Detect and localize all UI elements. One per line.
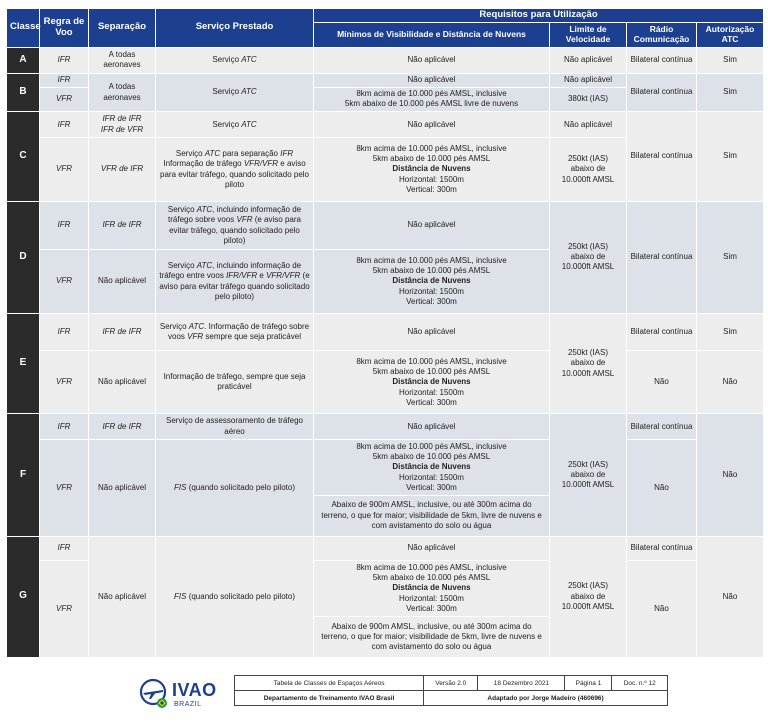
header-classe: Classe (7, 9, 40, 48)
minimums-low: Abaixo de 900m AMSL, inclusive, ou até 300m acima do terreno, o que for maior; visibilidade de 5km, livre de nuvens e com avistamento do solo ou água (314, 617, 550, 658)
service-text: ATC (204, 149, 221, 159)
minimums: Não aplicável (314, 201, 550, 250)
vmc-line: 5km abaixo de 10.000 pés AMSL (372, 154, 491, 164)
service: Informação de tráfego, sempre que seja praticável (156, 351, 314, 414)
speed-limit: Não aplicável (550, 74, 627, 87)
flight-rule: IFR (40, 414, 89, 439)
service-text: VFR/VFR (243, 159, 279, 169)
class-label: B (7, 74, 40, 112)
separation: A todas aeronaves (89, 47, 156, 73)
service-text: VFR (187, 331, 204, 341)
service-text: . Informação de tráfego sobre voos (168, 321, 310, 341)
vmc-line: 8km acima de 10.000 pés AMSL, inclusive (356, 356, 507, 366)
service: Serviço ATC (156, 74, 314, 112)
atc-clearance: Não (697, 414, 764, 536)
minimums (314, 250, 550, 313)
radio: Bilateral contínua (627, 201, 697, 313)
vmc-line (317, 583, 546, 593)
class-label: A (7, 47, 40, 73)
table-row (7, 414, 764, 439)
doc-number: Doc. n.º 12 (612, 676, 668, 691)
speed-line: abaixo de (570, 164, 606, 174)
separation: Não aplicável (89, 439, 156, 536)
flight-rule: IFR (40, 201, 89, 250)
speed-limit: 380kt (IAS) (550, 87, 627, 111)
minimums (314, 87, 550, 111)
service: Serviço de assessoramento de tráfego aéreo (156, 414, 314, 439)
service (156, 138, 314, 201)
separation-line: IFR de IFR (102, 114, 142, 124)
header-limite-velocidade: Limite de Velocidade (550, 23, 627, 47)
speed-line: 10.000ft AMSL (561, 174, 615, 184)
speed-limit (550, 313, 627, 414)
separation: VFR de IFR (89, 138, 156, 201)
service-text: e (257, 271, 267, 281)
flight-rule: VFR (40, 87, 89, 111)
speed-limit (550, 138, 627, 201)
minimums: Não aplicável (314, 313, 550, 351)
speed-line: abaixo de (570, 251, 606, 261)
service-text: e aviso para evitar tráfego, quando solicitado pelo piloto (160, 159, 309, 189)
vmc-line (317, 462, 546, 472)
class-label: E (7, 313, 40, 414)
speed-line: abaixo de (570, 591, 606, 601)
service-text: IFR/VFR (226, 271, 258, 281)
service-text: (quando solicitado pelo piloto) (186, 591, 295, 601)
atc-clearance: Sim (697, 201, 764, 313)
doc-author: Adaptado por Jorge Madeiro (460696) (424, 691, 668, 706)
vmc-heading: Distância de Nuvens (392, 377, 471, 387)
flight-rule: IFR (40, 47, 89, 73)
atc-clearance: Sim (697, 111, 764, 201)
radio: Bilateral contínua (627, 74, 697, 112)
vmc-line: Vertical: 300m (406, 482, 457, 492)
service-text: Serviço (167, 205, 197, 215)
speed-line: 250kt (IAS) (567, 348, 608, 358)
minimums (314, 439, 550, 495)
table-row (7, 351, 764, 414)
vmc-line: 8km acima de 10.000 pés AMSL, inclusive (356, 89, 507, 99)
class-label: D (7, 201, 40, 313)
service-text: Serviço (167, 261, 197, 271)
separation: Não aplicável (89, 250, 156, 313)
flight-rule: VFR (40, 138, 89, 201)
speed-limit (550, 536, 627, 657)
service-text: (e aviso para evitar tráfego quando solicitado pelo piloto) (159, 271, 310, 301)
service-text: para separação (220, 149, 281, 159)
atc-clearance: Sim (697, 47, 764, 73)
service-text: IFR (280, 149, 294, 159)
doc-version: Versão 2.0 (424, 676, 478, 691)
speed-line: 250kt (IAS) (567, 154, 608, 164)
header-separacao: Separação (89, 9, 156, 48)
brand-name: IVAO (172, 680, 217, 700)
minimums-low: Abaixo de 900m AMSL, inclusive, ou até 300m acima do terreno, o que for maior; visibilidade de 5km, livre de nuvens e com avistamento do solo ou água (314, 495, 550, 536)
class-label: C (7, 111, 40, 201)
vmc-heading: Distância de Nuvens (392, 164, 471, 174)
atc-clearance: Não (697, 536, 764, 657)
service-text: Serviço (175, 149, 205, 159)
speed-line: 250kt (IAS) (567, 459, 608, 469)
vmc-line: Horizontal: 1500m (399, 174, 464, 184)
separation: IFR de IFR (89, 201, 156, 250)
ivao-logo (138, 677, 238, 711)
speed-line: abaixo de (570, 469, 606, 479)
service: Serviço ATC (156, 47, 314, 73)
brand-country: BRAZIL (174, 701, 202, 708)
flight-rule: IFR (40, 313, 89, 351)
minimums (314, 561, 550, 617)
atc-clearance: Não (697, 351, 764, 414)
atc-clearance: Sim (697, 74, 764, 112)
vmc-line: Horizontal: 1500m (399, 387, 464, 397)
header-autorizacao-atc: Autorização ATC (697, 23, 764, 47)
minimums (314, 351, 550, 414)
speed-line: abaixo de (570, 358, 606, 368)
vmc-line: 8km acima de 10.000 pés AMSL, inclusive (356, 563, 507, 573)
vmc-line: Vertical: 300m (406, 397, 457, 407)
table-row (7, 536, 764, 560)
airspace-classes-table (6, 8, 764, 658)
speed-line: 250kt (IAS) (567, 241, 608, 251)
vmc-line: Horizontal: 1500m (399, 472, 464, 482)
speed-line: 10.000ft AMSL (561, 480, 615, 490)
minimums (314, 138, 550, 201)
service-text: , incluindo informação de tráfego sobre voos (168, 205, 302, 225)
vmc-line: 8km acima de 10.000 pés AMSL, inclusive (356, 143, 507, 153)
vmc-line (317, 377, 546, 387)
vmc-line (317, 276, 546, 286)
speed-line: 10.000ft AMSL (561, 262, 615, 272)
table-row (7, 201, 764, 250)
separation: IFR de IFR (89, 414, 156, 439)
table-row (7, 439, 764, 495)
vmc-line: 5km abaixo de 10.000 pés AMSL (372, 367, 491, 377)
doc-date: 18 Dezembro 2021 (478, 676, 565, 691)
vmc-line: 5km abaixo de 10.000 pés AMSL livre de nuvens (344, 99, 519, 109)
flight-rule: VFR (40, 439, 89, 536)
vmc-line (317, 164, 546, 174)
flight-rule: VFR (40, 561, 89, 658)
vmc-line: 5km abaixo de 10.000 pés AMSL (372, 266, 491, 276)
vmc-line: Horizontal: 1500m (399, 286, 464, 296)
speed-limit (550, 201, 627, 313)
minimums: Não aplicável (314, 536, 550, 560)
flight-rule: IFR (40, 536, 89, 560)
vmc-line: Vertical: 300m (406, 603, 457, 613)
service-text: FIS (174, 591, 187, 601)
header-requisitos: Requisitos para Utilização (314, 9, 764, 23)
header-servico-prestado: Serviço Prestado (156, 9, 314, 48)
table-row (7, 47, 764, 73)
doc-department: Departamento de Treinamento IVAO Brasil (235, 691, 424, 706)
service-text: ATC (196, 261, 213, 271)
radio: Bilateral contínua (627, 414, 697, 439)
class-label: F (7, 414, 40, 536)
minimums: Não aplicável (314, 74, 550, 87)
speed-limit: Não aplicável (550, 111, 627, 137)
minimums: Não aplicável (314, 111, 550, 137)
radio: Bilateral contínua (627, 111, 697, 201)
vmc-line: Vertical: 300m (406, 296, 457, 306)
service (156, 250, 314, 313)
service-text: VFR (236, 215, 253, 225)
document-footer (138, 675, 668, 713)
service (156, 201, 314, 250)
speed-limit (550, 414, 627, 536)
radio: Não (627, 439, 697, 536)
vmc-heading: Distância de Nuvens (392, 462, 471, 472)
separation: IFR de IFR (89, 313, 156, 351)
service-atc: ATC (241, 55, 257, 65)
atc-clearance: Sim (697, 313, 764, 351)
vmc-line: 8km acima de 10.000 pés AMSL, inclusive (356, 441, 507, 451)
vmc-line: Vertical: 300m (406, 184, 457, 194)
vmc-line: 8km acima de 10.000 pés AMSL, inclusive (356, 255, 507, 265)
vmc-heading: Distância de Nuvens (392, 583, 471, 593)
header-radio-comunicacao: Rádio Comunicação (627, 23, 697, 47)
flight-rule: IFR (40, 111, 89, 137)
service (156, 536, 314, 657)
service-atc: ATC (241, 87, 257, 97)
class-label: G (7, 536, 40, 657)
speed-limit: Não aplicável (550, 47, 627, 73)
table-row (7, 74, 764, 87)
table-row (7, 111, 764, 137)
separation: Não aplicável (89, 351, 156, 414)
service-text: (e aviso para evitar tráfego, quando solicitado pelo piloto) (169, 215, 301, 245)
speed-line: 250kt (IAS) (567, 581, 608, 591)
table-row (7, 313, 764, 351)
radio: Bilateral contínua (627, 47, 697, 73)
header-minimos: Mínimos de Visibilidade e Distância de Nuvens (314, 23, 550, 47)
flight-rule: IFR (40, 74, 89, 87)
vmc-line: Horizontal: 1500m (399, 593, 464, 603)
minimums: Não aplicável (314, 47, 550, 73)
separation: A todas aeronaves (89, 74, 156, 112)
radio: Bilateral contínua (627, 313, 697, 351)
footer-info-table (234, 675, 668, 706)
service (156, 439, 314, 536)
service-text: sempre que seja praticável (203, 331, 301, 341)
separation (89, 111, 156, 137)
service-text: Informação de tráfego (163, 159, 244, 169)
service (156, 313, 314, 351)
doc-page: Página 1 (565, 676, 612, 691)
service-text: , incluindo informação de tráfego entre voos (159, 261, 302, 281)
service-text: VFR/VFR (266, 271, 301, 281)
service-text: Serviço (159, 321, 189, 331)
vmc-line: 5km abaixo de 10.000 pés AMSL (372, 452, 491, 462)
minimums: Não aplicável (314, 414, 550, 439)
service: Serviço ATC (156, 111, 314, 137)
airplane-icon (138, 677, 172, 711)
service-text: ATC (196, 205, 213, 215)
service-text: (quando solicitado pelo piloto) (186, 482, 295, 492)
separation-line: IFR de VFR (100, 124, 144, 134)
separation: Não aplicável (89, 536, 156, 657)
doc-title: Tabela de Classes de Espaços Aéreos (235, 676, 424, 691)
speed-line: 10.000ft AMSL (561, 368, 615, 378)
speed-line: 10.000ft AMSL (561, 601, 615, 611)
service-text: ATC (188, 321, 205, 331)
header-regra-de-voo: Regra de Voo (40, 9, 89, 48)
vmc-line: 5km abaixo de 10.000 pés AMSL (372, 573, 491, 583)
radio: Bilateral contínua (627, 536, 697, 560)
flight-rule: VFR (40, 351, 89, 414)
radio: Não (627, 351, 697, 414)
vmc-heading: Distância de Nuvens (392, 276, 471, 286)
flight-rule: VFR (40, 250, 89, 313)
service-atc: ATC (241, 119, 257, 129)
service-text: FIS (174, 482, 187, 492)
radio: Não (627, 561, 697, 658)
